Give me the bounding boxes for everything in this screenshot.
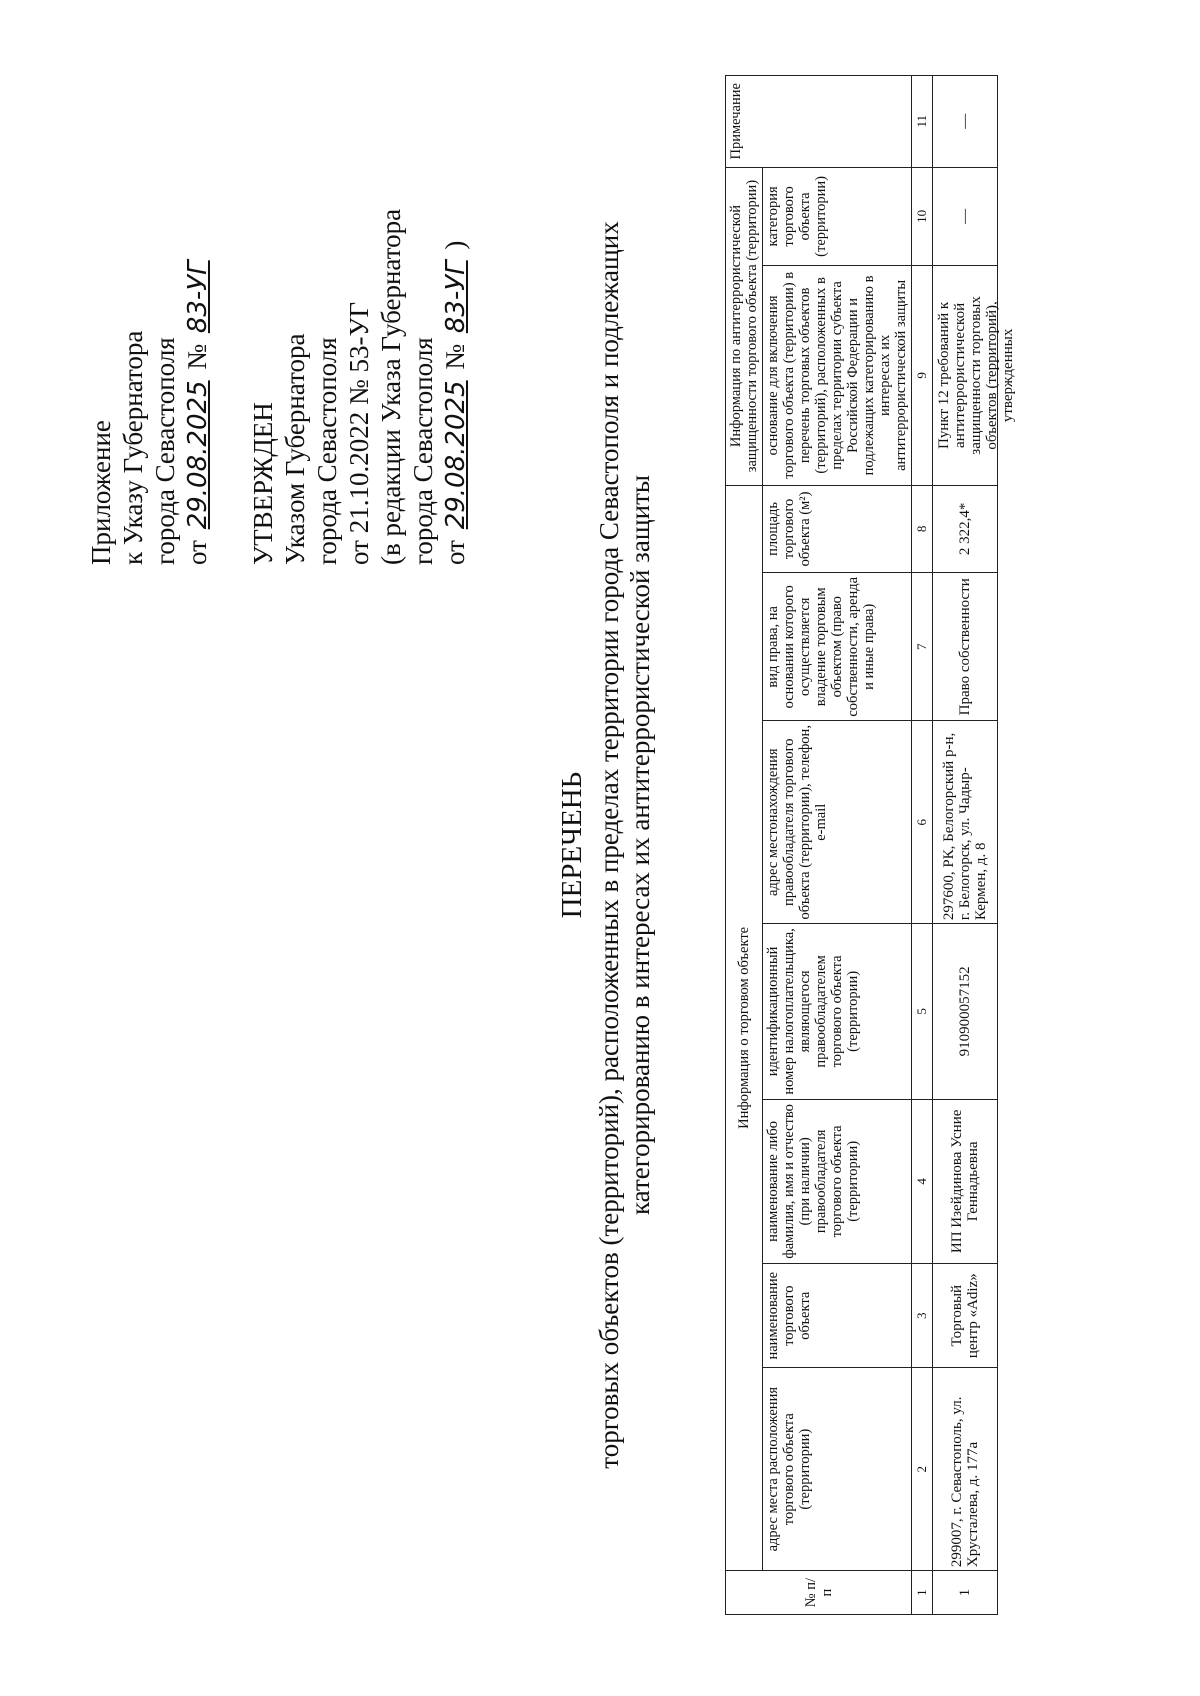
table-header-row xyxy=(763,76,912,1615)
handwritten-date: 29.08.2025 xyxy=(441,380,471,530)
column-number: 2 xyxy=(912,1368,933,1571)
header-owner-name: наименование либо фамилия, имя и отчество (при наличии) правообладателя торгового объекта (территории) xyxy=(763,1099,912,1263)
column-number: 3 xyxy=(912,1264,933,1368)
approval-line: Указом Губернатора xyxy=(280,333,310,565)
approval-line: УТВЕРЖДЕН xyxy=(248,402,278,565)
table-row xyxy=(933,76,998,1615)
cell-owner-name: ИП Изейдинова Усние Геннадьевна xyxy=(933,1099,998,1263)
handwritten-date: 29.08.2025 xyxy=(183,380,213,530)
appendix-header xyxy=(85,65,214,565)
date-prefix: от xyxy=(440,540,470,565)
number-prefix: № xyxy=(440,343,470,370)
appendix-line: Приложение xyxy=(86,420,116,565)
header-basis: основание для включения торгового объекта (территории) в перечень торговых объектов (территорий), расположенных в пределах территории субъекта Российской Федерации и подлежащих категорированию в интересах их антитеррористической защиты xyxy=(763,266,912,485)
header-address: адрес места расположения торгового объекта (территории) xyxy=(763,1368,912,1571)
column-number-row xyxy=(912,76,933,1615)
cell-category: — xyxy=(933,167,998,266)
approval-line: города Севастополя xyxy=(408,337,438,565)
header-group-antiterror: Информация по антитеррористической защищенности торгового объекта (территории) xyxy=(726,167,763,485)
column-number: 6 xyxy=(912,721,933,924)
document-title: ПЕРЕЧЕНЬ xyxy=(556,771,588,919)
header-inn: идентификационный номер налогоплательщика, являющегося правообладателем торгового объекта (территории) xyxy=(763,924,912,1099)
appendix-line: города Севастополя xyxy=(150,337,180,565)
column-number: 4 xyxy=(912,1099,933,1263)
column-number: 11 xyxy=(912,76,933,168)
trade-objects-table xyxy=(725,75,1016,1615)
document-subtitle-line: категорированию в интересах их антитеррористической защиты xyxy=(625,474,655,1216)
cell-note: — xyxy=(933,76,998,168)
table-group-header-row xyxy=(726,76,763,1615)
header-object-name: наименование торгового объекта xyxy=(763,1264,912,1368)
header-number: № п/п xyxy=(726,1571,912,1615)
header-owner-address: адрес местонахождения правообладателя торгового объекта (территории), телефон, e-mail xyxy=(763,721,912,924)
date-prefix: от xyxy=(182,540,212,565)
column-number: 10 xyxy=(912,167,933,266)
handwritten-number: 83-УГ xyxy=(183,260,213,334)
cell-right-type: Право собственности xyxy=(933,573,998,721)
cell-owner-address: 297600, РК, Белогорский р-н, г. Белогорск, ул. Чадыр-Кермен, д. 8 xyxy=(933,721,998,924)
handwritten-number: 83-УГ xyxy=(441,260,471,334)
cell-address: 299007, г. Севастополь, ул. Хрусталева, д. 177а xyxy=(933,1368,998,1571)
approval-header xyxy=(247,65,472,565)
cell-number: 1 xyxy=(933,1571,998,1615)
document-subtitle-line: торговых объектов (территорий), расположенных в пределах территории города Севастополя и подлежащих xyxy=(594,221,624,1469)
cell-area: 2 322,4* xyxy=(933,485,998,573)
header-note: Примечание xyxy=(726,76,912,168)
header-category: категория торгового объекта (территории) xyxy=(763,167,912,266)
column-number: 5 xyxy=(912,924,933,1099)
cell-basis-text: Пункт 12 требований к антитеррористической защищенности торговых объектов (территорий), утвержденных xyxy=(936,296,1016,455)
approval-line: от 21.10.2022 № 53-УГ xyxy=(344,301,374,565)
column-number: 9 xyxy=(912,266,933,485)
cell-object-name: Торговый центр «Adiz» xyxy=(933,1264,998,1368)
approval-line: города Севастополя xyxy=(312,337,342,565)
header-right-type: вид права, на основании которого осуществляется владение торговым объектом (право собственности, аренда и иные права) xyxy=(763,573,912,721)
cell-basis xyxy=(933,266,1016,485)
cell-inn: 910900057152 xyxy=(933,924,998,1099)
document-title-block xyxy=(557,45,656,1645)
approval-line: (в редакции Указа Губернатора xyxy=(376,208,406,565)
approval-date-line xyxy=(439,65,472,565)
column-number: 1 xyxy=(912,1571,933,1615)
number-prefix: № xyxy=(182,343,212,370)
header-group-trade-object: Информация о торговом объекте xyxy=(726,485,763,1571)
appendix-line: к Указу Губернатора xyxy=(118,330,148,565)
closing-parenthesis: ) xyxy=(440,240,470,250)
column-number: 8 xyxy=(912,485,933,573)
column-number: 7 xyxy=(912,573,933,721)
appendix-date-line xyxy=(181,65,214,565)
rotated-document-page xyxy=(25,45,1165,1645)
header-area: площадь торгового объекта (м²) xyxy=(763,485,912,573)
